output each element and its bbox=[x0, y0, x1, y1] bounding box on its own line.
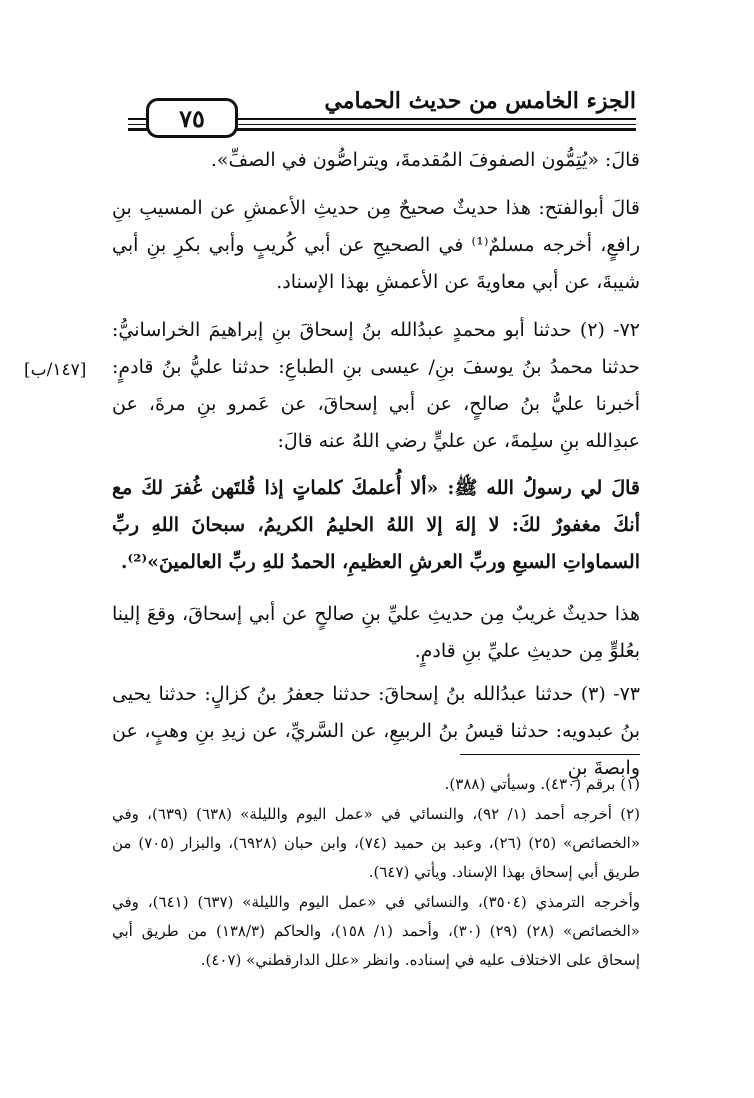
running-header-title: الجزء الخامس من حديث الحمامي bbox=[324, 88, 636, 114]
footnote-2: (٢) أخرجه أحمد (١/ ٩٢)، والنسائي في «عمل اليوم والليلة» (٦٣٨) (٦٣٩)، وفي «الخصائص» (٢٥) (٢٦)، وعبد بن حميد (٧٤)، وابن حبان (٦٩٢٨)، والبزار (٧٠٥) من طريق أبي إسحاق بهذا الإسناد. ويأتي (٦٤٧). bbox=[112, 805, 641, 881]
footnote-2-continued: وأخرجه الترمذي (٣٥٠٤)، والنسائي في «عمل اليوم والليلة» (٦٣٧) (٦٤١)، وفي «الخصائص» (٢٨) (٢٩) (٣٠)، وأحمد (١/ ١٥٨)، والحاكم (١٣٨/٣) من طريق أبي إسحاق على الاختلاف عليه في إسناده. وانظر «علل الدارقطني» (٤٠٧). bbox=[112, 893, 640, 969]
paragraph-6: ٧٣- (٣) حدثنا عبدُالله بنُ إسحاقَ: حدثنا جعفرُ بنُ كزالٍ: حدثنا يحيى بنُ عبدويه: حدثنا قيسُ بنُ الربيعِ، عن السَّريِّ، عن زيدِ بنِ وهبٍ، عن وابصةَ بنِ bbox=[112, 683, 640, 779]
margin-folio-note: [١٤٧/ب] bbox=[24, 360, 87, 380]
footnote-separator bbox=[460, 754, 640, 755]
paragraph-4-hadith: قالَ لي رسولُ الله ﷺ: «ألا أُعلمكَ كلماتٍ إذا قُلتَهن غُفرَ لكَ مع أنكَ مغفورٌ لكَ: لا إلهَ إلا اللهُ الحليمُ الكريمُ، سبحانَ اللهِ ربِّ السماواتِ السبعِ وربِّ العرشِ العظيمِ، الحمدُ للهِ ربِّ العالمينَ»⁽²⁾. bbox=[112, 477, 640, 573]
paragraph-1: قالَ: «يُتِمُّون الصفوفَ المُقدمةَ، ويتراصُّون في الصفِّ». bbox=[210, 149, 640, 171]
page-number: ٧٥ bbox=[146, 98, 238, 138]
footnote-1: (١) برقم (٤٣٠). وسيأتي (٣٨٨). bbox=[444, 775, 640, 793]
paragraph-3: ٧٢- (٢) حدثنا أبو محمدٍ عبدُالله بنُ إسحاقَ بنِ إبراهيمَ الخراسانيُّ: حدثنا محمدُ بنُ يوسفَ بنِ/ عيسى بنِ الطباعِ: حدثنا عليُّ بنُ قادمٍ: أخبرنا عليُّ بنُ صالحٍ، عن أبي إسحاقَ، عن عَمرو بنِ مرةَ، عن عبدِالله بنِ سلِمةَ، عن عليٍّ رضي اللهُ عنه قالَ: bbox=[112, 319, 640, 452]
paragraph-2: قالَ أبوالفتح: هذا حديثٌ صحيحٌ مِن حديثِ الأعمشِ عن المسيبِ بنِ رافعٍ، أخرجه مسلمٌ⁽¹⁾ في الصحيحِ عن أبي كُريبٍ وأبي بكرِ بنِ أبي شيبةَ، عن أبي معاويةَ عن الأعمشِ بهذا الإسناد. bbox=[112, 197, 640, 293]
paragraph-5: هذا حديثٌ غريبٌ مِن حديثِ عليِّ بنِ صالحٍ عن أبي إسحاقَ، وقعَ إلينا بعُلوٍّ مِن حديثِ عليِّ بنِ قادمٍ. bbox=[112, 603, 640, 662]
